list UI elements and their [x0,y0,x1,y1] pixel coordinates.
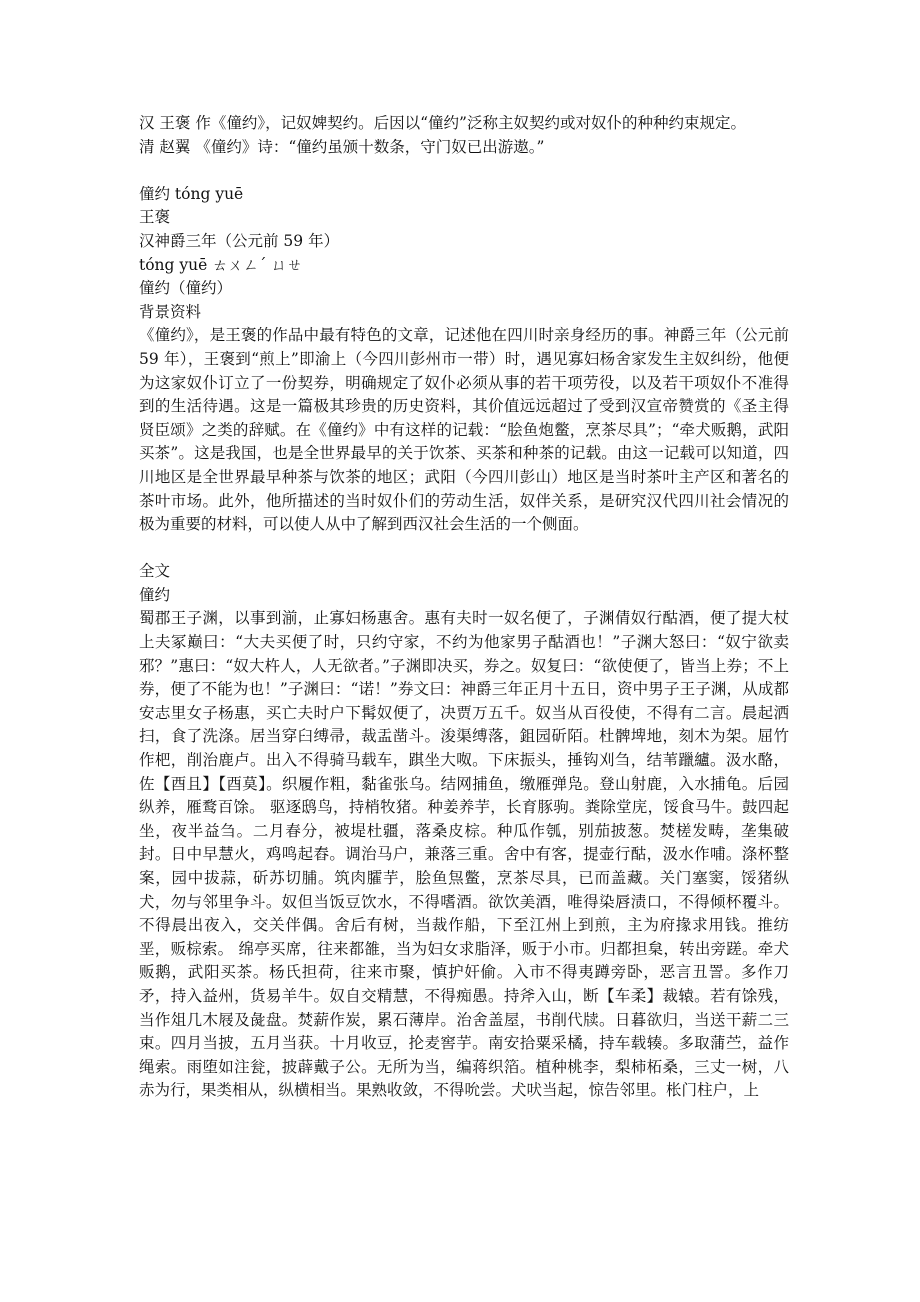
info-section [139,183,789,325]
background-paragraph: 《僮约》，是王褒的作品中最有特色的文章，记述他在四川时亲身经历的事。神爵三年（公元前 59 年），王褒到“煎上”即渝上（今四川彭州市一带）时，遇见寡妇杨舍家发生主奴纠纷，他便为这家奴仆订立了一份契券，明确规定了奴仆必须从事的若干项劳役，以及若干项奴仆不准得到的生活待遇。这是一篇极其珍贵的历史资料，其价值远远超过了受到汉宣帝赞赏的《圣主得贤臣颂》之类的辞赋。在《僮约》中有这样的记载：“脍鱼炮鳖，烹茶尽具”；“牵犬贩鹅，武阳买茶”。这是我国，也是全世界最早的关于饮茶、买茶和种茶的记载。由这一记载可以知道，四川地区是全世界最早种茶与饮茶的地区；武阳（今四川彭山）地区是当时茶叶主产区和著名的茶叶市场。此外，他所描述的当时奴仆们的劳动生活，奴伴关系，是研究汉代四川社会情况的极为重要的材料，可以使人从中了解到西汉社会生活的一个侧面。 [139,326,789,534]
spacer [139,159,789,183]
variant-title: 僮约（僮约） [139,279,233,298]
intro-line-1: 汉 王褒 作《僮约》，记奴婢契约。后因以“僮约”泛称主奴契约或对奴仆的种种约束规定。 [139,114,746,132]
fulltext-paragraph: 蜀郡王子渊，以事到湔，止寡妇杨惠舍。惠有夫时一奴名便了，子渊倩奴行酤酒，便了提大杖上夫冢巅曰：“大夫买便了时，只约守家，不约为他家男子酤酒也！”子渊大怒曰：“奴宁欲卖邪？”惠曰：“奴大杵人，人无欲者。”子渊即决买，券之。奴复曰：“欲使便了，皆当上券；不上券，便了不能为也！”子渊曰：“诺！”券文曰：神爵三年正月十五日，资中男子王子渊，从成都安志里女子杨惠，买亡夫时户下髯奴便了，决贾万五千。奴当从百役使，不得有二言。晨起洒扫，食了洗涤。居当穿臼缚帚，裁盂凿斗。浚渠缚落，鉏园斫陌。杜髀埤地，刻木为架。屈竹作杷，削治鹿卢。出入不得骑马载车，踑坐大呶。下床振头，捶钩刈刍，结苇躐纑。汲水酪，佐【酉且】【酉莫】。织履作粗，黏雀张乌。结网捕鱼，缴雁弹凫。登山射鹿，入水捕龟。后园纵养，雁鹜百馀。 驱逐鸱鸟，持梢牧猪。种姜养芋，长育豚驹。粪除堂庑，馁食马牛。鼓四起坐，夜半益刍。二月春分，被堤杜疆，落桑皮棕。种瓜作瓠，别茄披葱。焚槎发畴，垄集破封。日中早慧火，鸡鸣起舂。调治马户，兼落三重。舍中有客，提壶行酤，汲水作哺。涤杯整案，园中拔蒜，斫苏切脯。筑肉臛芋，脍鱼炰鳖，烹茶尽具，已而盖藏。关门塞窦，馁猪纵犬，勿与邻里争斗。奴但当饭豆饮水，不得嗜酒。欲饮美酒，唯得染唇渍口，不得倾杯覆斗。不得晨出夜入，交关伴偶。舍后有树，当裁作船，下至江州上到煎，主为府掾求用钱。推纺垩，贩棕索。 绵亭买席，往来都雒，当为妇女求脂泽，贩于小市。归都担枲，转出旁蹉。牵犬贩鹅，武阳买茶。杨氏担荷，往来市聚，慎护奸偷。入市不得夷蹲旁卧，恶言丑詈。多作刀矛，持入益州，货易羊牛。奴自交精慧，不得痴愚。持斧入山，断【车柔】裁辕。若有馀残，当作俎几木屐及彘盘。焚薪作炭，累石薄岸。治舍盖屋，书削代牍。日暮欲归，当送干薪二三束。四月当披，五月当获。十月收豆，抡麦窖芋。南安拾粟采橘，持车载辏。多取蒲苎，益作绳索。雨堕如注瓮，披薜戴子公。无所为当，编蒋织箔。植种桃李，梨柿柘桑，三丈一树，八赤为行，果类相从，纵横相当。果熟收敛，不得吮尝。犬吠当起，惊告邻里。枨门柱户，上 [139,609,789,1100]
intro-section [139,112,789,159]
document-body [139,112,789,1103]
title-pinyin: 僮约 tóng yuē [139,184,244,203]
fulltext-heading: 全文 [139,562,171,581]
author: 王褒 [139,208,171,227]
background-heading: 背景资料 [139,302,202,321]
fulltext-title: 僮约 [139,585,171,604]
date: 汉神爵三年（公元前 59 年） [139,231,340,250]
spacer [139,537,789,561]
zhuyin: tóng yuē ㄊㄨㄥˊ ㄩㄝ [139,255,303,274]
intro-line-2: 清 赵翼 《僮约》诗：“僮约虽颁十数条，守门奴已出游遨。” [139,137,545,156]
